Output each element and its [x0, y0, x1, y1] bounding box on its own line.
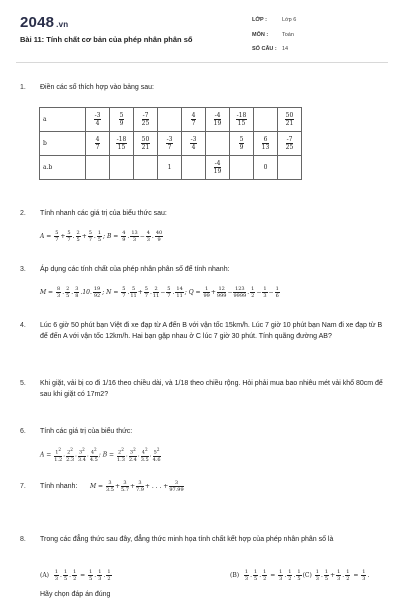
- table-cell[interactable]: [230, 156, 254, 180]
- question-text: Tính nhanh:: [40, 483, 78, 490]
- table-cell[interactable]: $\frac{-18}{15}$: [110, 132, 134, 156]
- question-number: 6.: [20, 428, 26, 435]
- math-expression: A = $\frac{1^2}{1.2}$ . $\frac{2^2}{2.3}$ . $\frac{3^2}{3.4}$ . $\frac{4^2}{4.5}$ ; B = $\frac{2^2}{1.3}$ . $\frac{3^2}{2.4}$ . $\frac{4^2}{3.5}$ . $\frac{5^2}{4.6}$: [40, 447, 161, 463]
- table-cell[interactable]: $\frac{-7}{25}$: [134, 108, 158, 132]
- question-text: Điền các số thích hợp vào bảng sau:: [40, 84, 154, 91]
- question-number: 2.: [20, 210, 26, 217]
- table-cell[interactable]: $\frac{4}{7}$: [182, 108, 206, 132]
- table-cell[interactable]: $\frac{50}{21}$: [278, 108, 302, 132]
- table-cell[interactable]: $\frac{-3}{4}$: [182, 132, 206, 156]
- table-cell[interactable]: 1: [158, 156, 182, 180]
- option-b-c[interactable]: (B) $\frac{1}{3}$ . $\frac{1}{5}$ . $\frac{1}{2}$ = $\frac{1}{3}$ . $\frac{1}{2}$ . $\frac{1}{5}$ (C) $\frac{1}{3}$ . $\frac{1}{5}$ + $\frac{1}{3}$ . $\frac{1}{2}$ = $\frac{1}{3}$ .: [230, 569, 370, 582]
- math-expression: M = $\frac{8}{3}$ . $\frac{2}{5}$ . $\frac{3}{8}$ .10. $\frac{19}{92}$ ; N = $\frac{5}{7}$ . $\frac{5}{11}$ + $\frac{5}{7}$ . $\frac{2}{11}$ − $\frac{5}{7}$ . $\frac{14}{11}$ ; Q = $\frac{1}{99}$ + $\frac{12}{999}$ − $\frac{123}{9999}$ . $\frac{1}{2}$ − $\frac{1}{3}$ − $\frac{1}{6}$: [40, 286, 279, 299]
- math-expression: M = $\frac{3}{3.5}$ + $\frac{3}{5.7}$ + $\frac{3}{7.9}$ + . . . + $\frac{3}{97.99}$: [90, 480, 184, 493]
- table-row-a: [40, 108, 302, 132]
- table-cell[interactable]: $\frac{-7}{25}$: [278, 132, 302, 156]
- question-text: Tính các giá trị của biểu thức:: [40, 428, 133, 435]
- row-label: a.b: [40, 156, 86, 180]
- fill-table: [39, 107, 302, 180]
- question-text: Trong các đẳng thức sau đây, đẳng thức minh họa tính chất kết hợp của phép nhân phân số là: [40, 536, 334, 543]
- table-cell[interactable]: [134, 156, 158, 180]
- question-number: 1.: [20, 84, 26, 91]
- question-number: 7.: [20, 483, 26, 490]
- table-cell[interactable]: [158, 108, 182, 132]
- page-title: Bài 11: Tính chất cơ bản của phép nhân phân số: [20, 35, 193, 44]
- question-number: 5.: [20, 380, 26, 387]
- table-cell[interactable]: [206, 132, 230, 156]
- subject-label: MÔN :: [252, 32, 269, 38]
- table-row-ab: [40, 156, 302, 180]
- table-cell[interactable]: $\frac{50}{21}$: [134, 132, 158, 156]
- table-cell[interactable]: $\frac{-18}{15}$: [230, 108, 254, 132]
- header-divider: [16, 62, 388, 63]
- choose-instruction: Hãy chọn đáp án đúng: [40, 591, 111, 598]
- table-row-b: [40, 132, 302, 156]
- row-label: b: [40, 132, 86, 156]
- table-cell[interactable]: 0: [254, 156, 278, 180]
- question-count-value: 14: [282, 46, 289, 52]
- question-count-label: SỐ CÂU :: [252, 46, 277, 52]
- class-label: LỚP :: [252, 17, 267, 23]
- math-expression: A = $\frac{5}{7}$ + $\frac{5}{7}$ . $\frac{2}{5}$ + $\frac{5}{7}$ . $\frac{1}{5}$ ; B = $\frac{4}{9}$ . $\frac{13}{3}$ − $\frac{4}{3}$ . $\frac{40}{9}$: [40, 230, 163, 243]
- row-label: a: [40, 108, 86, 132]
- table-cell[interactable]: $\frac{4}{7}$: [86, 132, 110, 156]
- question-text: Áp dụng các tính chất của phép nhân phân số để tính nhanh:: [40, 266, 230, 273]
- table-cell[interactable]: $\frac{-3}{7}$: [158, 132, 182, 156]
- question-text: Khi giặt, vải bị co đi 1/16 theo chiều dài, và 1/18 theo chiều rộng. Hỏi phải mua bao nhiêu mét vải khổ 80cm để sau khi giặt có 17m2?: [40, 380, 383, 398]
- table-cell[interactable]: $\frac{-4}{19}$: [206, 108, 230, 132]
- table-cell[interactable]: $\frac{-3}{4}$: [86, 108, 110, 132]
- table-cell[interactable]: [110, 156, 134, 180]
- class-value: Lớp 6: [282, 17, 297, 23]
- table-cell[interactable]: $\frac{6}{13}$: [254, 132, 278, 156]
- question-text: Tính nhanh các giá trị của biểu thức sau:: [40, 210, 167, 217]
- question-text: Lúc 6 giờ 50 phút bạn Việt đi xe đạp từ A đến B với vận tốc 15km/h. Lúc 7 giờ 10 phút bạn Nam đi xe đạp từ B để đến A với vận tốc 12km/h. Hai bạn gặp nhau ở C lúc 7 giờ 30 phút. Tính quãng đường AB?: [40, 322, 383, 340]
- subject-value: Toán: [282, 32, 294, 38]
- table-cell[interactable]: [278, 156, 302, 180]
- table-cell[interactable]: [86, 156, 110, 180]
- question-number: 4.: [20, 322, 26, 329]
- table-cell[interactable]: $\frac{5}{9}$: [230, 132, 254, 156]
- table-cell[interactable]: [182, 156, 206, 180]
- table-cell[interactable]: $\frac{5}{9}$: [110, 108, 134, 132]
- option-a[interactable]: (A) $\frac{1}{3}$ . $\frac{1}{5}$ . $\frac{1}{2}$ = $\frac{1}{5}$ . $\frac{1}{3}$ . $\frac{1}{2}$: [40, 569, 111, 582]
- site-logo: 2048 .vn: [20, 14, 69, 31]
- question-number: 8.: [20, 536, 26, 543]
- question-number: 3.: [20, 266, 26, 273]
- table-cell[interactable]: $\frac{-4}{19}$: [206, 156, 230, 180]
- table-cell[interactable]: [254, 108, 278, 132]
